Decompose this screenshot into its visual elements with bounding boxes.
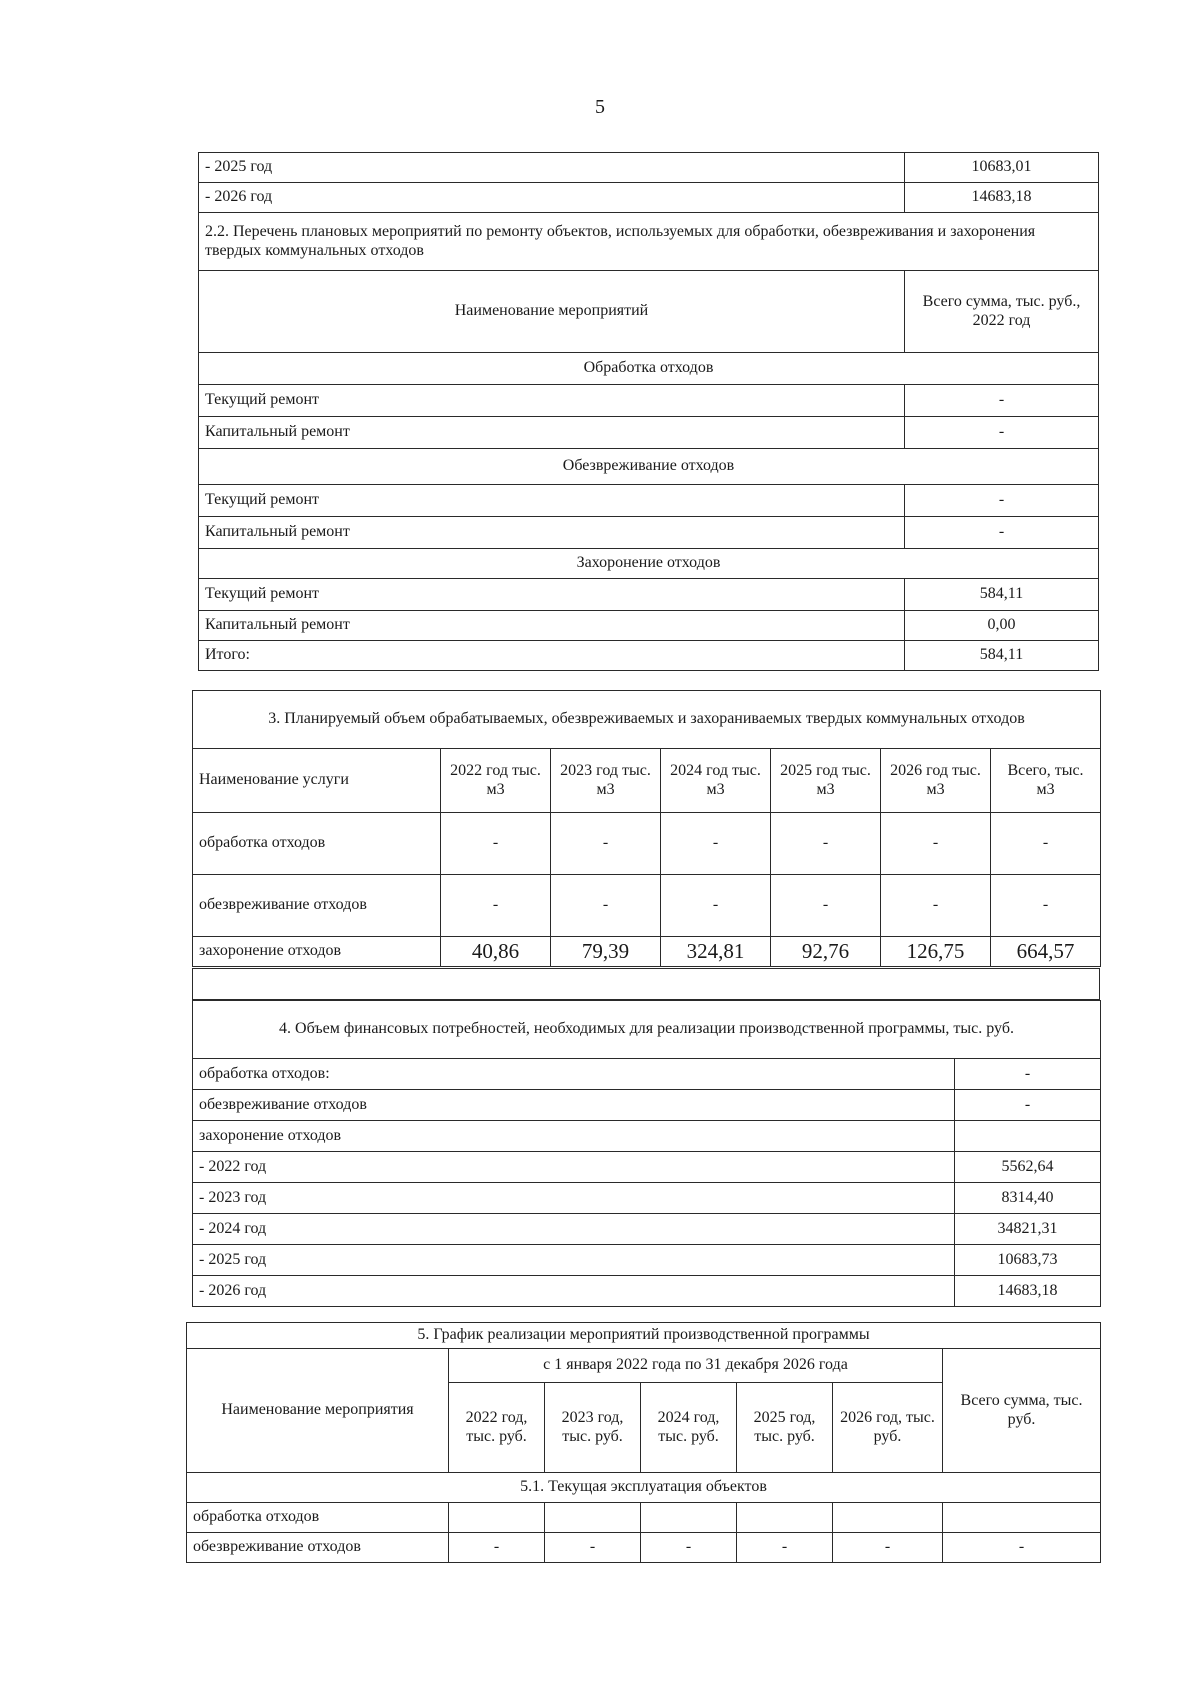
period-header: с 1 января 2022 года по 31 декабря 2026 года [449, 1349, 943, 1383]
table-row [193, 1059, 1101, 1090]
table-row [193, 1276, 1101, 1307]
page-number: 5 [595, 96, 605, 118]
repair-measures-table [198, 152, 1099, 671]
table-row [187, 1349, 1101, 1383]
row-label: обработка отходов [187, 1503, 449, 1533]
row-value: - [905, 417, 1099, 449]
year-label: - 2025 год [199, 153, 905, 183]
table-row [193, 875, 1101, 937]
group-heading: Захоронение отходов [199, 549, 1099, 579]
cell: - [551, 813, 661, 875]
table-row [193, 749, 1101, 813]
volume-block [192, 690, 1101, 967]
table-row [193, 937, 1101, 967]
table-row [199, 385, 1099, 417]
cell: - [661, 875, 771, 937]
column-header-name: Наименование мероприятия [187, 1349, 449, 1473]
table-row [187, 1473, 1101, 1503]
table-row [193, 1121, 1101, 1152]
row-label: обработка отходов [193, 813, 441, 875]
table-row [199, 449, 1099, 485]
table-row [199, 353, 1099, 385]
column-header: 2024 год тыс. м3 [661, 749, 771, 813]
column-header: 2023 год тыс. м3 [551, 749, 661, 813]
table-row [199, 579, 1099, 611]
row-label: Текущий ремонт [199, 485, 905, 517]
financial-needs-block [192, 1000, 1101, 1307]
column-header: Всего, тыс. м3 [991, 749, 1101, 813]
table-row [187, 1503, 1101, 1533]
row-label: обезвреживание отходов [193, 1090, 955, 1121]
cell [449, 1503, 545, 1533]
cell: - [881, 813, 991, 875]
table-row [199, 213, 1099, 271]
cell: - [943, 1533, 1101, 1563]
column-header: 2025 год тыс. м3 [771, 749, 881, 813]
table-row [199, 611, 1099, 641]
table-row [199, 417, 1099, 449]
row-value: 8314,40 [955, 1183, 1101, 1214]
table-row [199, 183, 1099, 213]
row-value: - [905, 485, 1099, 517]
cell: - [881, 875, 991, 937]
cell: 79,39 [551, 937, 661, 967]
volume-table [192, 690, 1101, 967]
table-row [199, 517, 1099, 549]
row-value: 0,00 [905, 611, 1099, 641]
column-header: 2026 год тыс. м3 [881, 749, 991, 813]
year-header: 2025 год, тыс. руб. [737, 1383, 833, 1473]
column-header-total: Всего сумма, тыс. руб. [943, 1349, 1101, 1473]
cell: - [991, 813, 1101, 875]
row-value: 10683,73 [955, 1245, 1101, 1276]
table-row [187, 1323, 1101, 1349]
cell: - [449, 1533, 545, 1563]
subsection-heading: 5.1. Текущая эксплуатация объектов [187, 1473, 1101, 1503]
row-value: 5562,64 [955, 1152, 1101, 1183]
row-value: - [905, 385, 1099, 417]
table-row [193, 1245, 1101, 1276]
row-value: - [905, 517, 1099, 549]
section-3-title: 3. Планируемый объем обрабатываемых, обезвреживаемых и захораниваемых твердых коммунальных отходов [193, 691, 1101, 749]
row-label: Капитальный ремонт [199, 517, 905, 549]
cell: 92,76 [771, 937, 881, 967]
row-value [955, 1121, 1101, 1152]
table-row [193, 813, 1101, 875]
repair-measures-block [198, 152, 1099, 671]
cell: - [833, 1533, 943, 1563]
year-label: - 2026 год [199, 183, 905, 213]
row-label: обезвреживание отходов [193, 875, 441, 937]
row-label: Капитальный ремонт [199, 417, 905, 449]
cell: - [545, 1533, 641, 1563]
row-label: - 2023 год [193, 1183, 955, 1214]
empty-spacer-row [192, 968, 1100, 1000]
table-row [193, 691, 1101, 749]
row-value: - [955, 1090, 1101, 1121]
table-row [193, 1001, 1101, 1059]
table-row [193, 1090, 1101, 1121]
row-label: - 2022 год [193, 1152, 955, 1183]
table-row [193, 1183, 1101, 1214]
row-value: - [955, 1059, 1101, 1090]
row-label: обработка отходов: [193, 1059, 955, 1090]
table-row [199, 549, 1099, 579]
cell [833, 1503, 943, 1533]
table-row [187, 1533, 1101, 1563]
row-label: - 2026 год [193, 1276, 955, 1307]
row-label: захоронение отходов [193, 1121, 955, 1152]
row-label: Капитальный ремонт [199, 611, 905, 641]
row-label: обезвреживание отходов [187, 1533, 449, 1563]
table-row [193, 1152, 1101, 1183]
cell: - [641, 1533, 737, 1563]
row-label: Текущий ремонт [199, 579, 905, 611]
column-header-sum: Всего сумма, тыс. руб., 2022 год [905, 271, 1099, 353]
cell: - [991, 875, 1101, 937]
table-row [199, 641, 1099, 671]
row-value: 584,11 [905, 579, 1099, 611]
section-4-title: 4. Объем финансовых потребностей, необходимых для реализации производственной программы, тыс. руб. [193, 1001, 1101, 1059]
year-value: 14683,18 [905, 183, 1099, 213]
year-value: 10683,01 [905, 153, 1099, 183]
cell: - [737, 1533, 833, 1563]
year-header: 2024 год, тыс. руб. [641, 1383, 737, 1473]
cell: 126,75 [881, 937, 991, 967]
year-header: 2022 год, тыс. руб. [449, 1383, 545, 1473]
cell [943, 1503, 1101, 1533]
cell: - [771, 813, 881, 875]
column-header: Наименование услуги [193, 749, 441, 813]
table-row [199, 485, 1099, 517]
cell: - [771, 875, 881, 937]
cell: - [441, 875, 551, 937]
column-header-name: Наименование мероприятий [199, 271, 905, 353]
row-label: - 2024 год [193, 1214, 955, 1245]
cell [641, 1503, 737, 1533]
schedule-block [186, 1322, 1101, 1563]
section-5-title: 5. График реализации мероприятий производственной программы [187, 1323, 1101, 1349]
schedule-table [186, 1322, 1101, 1563]
table-row [199, 153, 1099, 183]
cell: 40,86 [441, 937, 551, 967]
row-value: 14683,18 [955, 1276, 1101, 1307]
cell [737, 1503, 833, 1533]
cell: - [661, 813, 771, 875]
table-row [193, 1214, 1101, 1245]
group-heading: Обезвреживание отходов [199, 449, 1099, 485]
row-value: 34821,31 [955, 1214, 1101, 1245]
year-header: 2023 год, тыс. руб. [545, 1383, 641, 1473]
column-header: 2022 год тыс. м3 [441, 749, 551, 813]
total-value: 584,11 [905, 641, 1099, 671]
financial-needs-table [192, 1000, 1101, 1307]
cell [545, 1503, 641, 1533]
cell: - [551, 875, 661, 937]
cell: 664,57 [991, 937, 1101, 967]
section-2-2-title: 2.2. Перечень плановых мероприятий по ремонту объектов, используемых для обработки, обезвреживания и захоронения твердых коммунальных отходов [199, 213, 1099, 271]
cell: - [441, 813, 551, 875]
row-label: захоронение отходов [193, 937, 441, 967]
table-row [199, 271, 1099, 353]
year-header: 2026 год, тыс. руб. [833, 1383, 943, 1473]
row-label: - 2025 год [193, 1245, 955, 1276]
total-label: Итого: [199, 641, 905, 671]
row-label: Текущий ремонт [199, 385, 905, 417]
group-heading: Обработка отходов [199, 353, 1099, 385]
cell: 324,81 [661, 937, 771, 967]
